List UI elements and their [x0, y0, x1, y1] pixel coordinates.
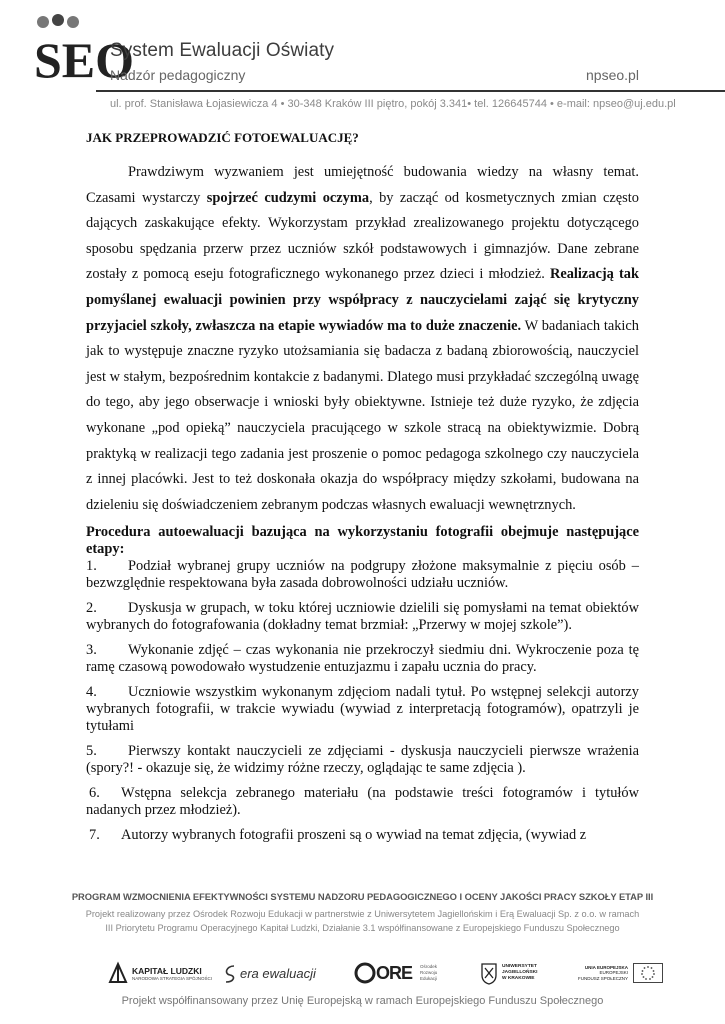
procedure-step	[86, 743, 639, 777]
procedure-step	[86, 558, 639, 592]
document-title: JAK PRZEPROWADZIĆ FOTOEWALUACJĘ?	[86, 130, 359, 145]
uj-line-1: UNIWERSYTET	[502, 964, 537, 969]
intro-text-2: , by zacząć od kosmetycznych zmian często dających zaskakujące efekty. Wykorzystam przykład zrealizowanego projektu dotyczącego sposobu spędzania przerw przez uczniów szkół podstawowych i gimnazjów. Dane zebrane zostały z pomocą eseju fotograficznego wykonanego przez dzieci i młodzież.	[86, 189, 639, 283]
eu-sub-1: EUROPEJSKI	[599, 970, 629, 976]
kapital-ludzki-icon	[108, 962, 128, 984]
ore-side-2: Rozwoju	[420, 970, 438, 975]
step-text: Wstępna selekcja zebranego materiału (na podstawie treści fotogramów i tytułów nadanych przez młodzież).	[86, 785, 639, 819]
intro-text-1: Prawdziwym wyzwaniem jest umiejętność budowania wiedzy na własny temat. Czasami wystarczy	[86, 164, 639, 206]
era-text: era ewaluacji	[240, 965, 316, 981]
step-text: Dyskusja w grupach, w toku której uczniowie dzielili się pomysłami na temat obiektów wybranych do fotografowania (dokładny temat brzmiał: „Przerwy w mojej szkole”).	[86, 600, 639, 634]
step-number: 5.	[86, 743, 97, 760]
step-number: 7.	[89, 827, 100, 844]
era-ewaluacji-logo	[222, 958, 316, 988]
footer-program-title: PROGRAM WZMOCNIENIA EFEKTYWNOŚCI SYSTEMU NADZORU PEDAGOGICZNEGO I OCENY JAKOŚCI PRACY SZKOŁY ETAP III	[71, 891, 654, 902]
procedure-step	[86, 684, 639, 735]
uj-line-2: JAGIELLOŃSKI	[502, 970, 538, 975]
ore-side-1: Ośrodek	[420, 964, 438, 969]
seo-logo	[33, 14, 135, 88]
procedure-step	[86, 785, 639, 819]
era-swirl-icon	[222, 962, 238, 984]
step-number: 6.	[89, 785, 100, 802]
intro-bold-1: spojrzeć cudzymi oczyma	[206, 189, 370, 206]
step-text: Uczniowie wszystkim wykonanym zdjęciom nadali tytuł. Po wstępnej selekcji autorzy wybranych fotografii, w trakcie wywiadu (wywiad z interpretacją fotogramów), opatrzyli je tytułami	[86, 684, 639, 735]
intro-bold-2: Realizacją tak pomyślanej ewaluacji powinien przy współpracy z nauczycielami zająć się krytyczny przyjaciel szkoły, zwłaszcza na etapie wywiadów ma to duże znaczenie.	[86, 266, 639, 334]
header-url[interactable]: npseo.pl	[586, 67, 639, 83]
step-number: 1.	[86, 558, 97, 575]
procedure-step	[86, 827, 639, 844]
header-subtitle: Nadzór pedagogiczny	[110, 67, 246, 83]
footer-cofinanced: Projekt współfinansowany przez Unię Europejską w ramach Europejskiego Funduszu Społecznego	[121, 995, 604, 1007]
uj-line-3: W KRAKOWIE	[502, 976, 535, 981]
header-divider	[96, 90, 725, 92]
kl-title: KAPITAŁ LUDZKI	[132, 965, 202, 976]
header-address: ul. prof. Stanisława Łojasiewicza 4 • 30-348 Kraków III piętro, pokój 3.341• tel. 126645744 • e-mail: npseo@uj.edu.pl	[110, 98, 676, 110]
step-number: 2.	[86, 600, 97, 617]
eu-title: UNIA EUROPEJSKA	[584, 964, 629, 970]
step-text: Autorzy wybranych fotografii proszeni są o wywiad na temat zdjęcia, (wywiad z	[121, 827, 587, 844]
kapital-ludzki-logo	[108, 958, 212, 988]
procedure-step	[86, 600, 639, 634]
step-number: 4.	[86, 684, 97, 701]
eu-sub-2: FUNDUSZ SPOŁECZNY	[578, 975, 629, 981]
kl-subtitle: NARODOWA STRATEGIA SPÓJNOŚCI	[132, 975, 213, 981]
uj-crest-icon	[480, 961, 498, 985]
eu-flag-icon	[633, 963, 663, 983]
header-title: System Ewaluacji Oświaty	[110, 40, 335, 61]
document-body	[86, 130, 639, 852]
footer-project-line: Projekt realizowany przez Ośrodek Rozwoju Edukacji w partnerstwie z Uniwersytetem Jagiellońskim i Erą Ewaluacji Sp. z o.o. w ramach	[85, 909, 640, 919]
footer-priority-line: III Priorytetu Programu Operacyjnego Kapitał Ludzki, Działanie 3.1 współfinansowane z Europejskiego Funduszu Społecznego	[105, 923, 620, 933]
ore-circle-icon	[354, 962, 376, 984]
step-number: 3.	[86, 642, 97, 659]
intro-paragraph	[86, 160, 639, 518]
ore-logo	[354, 958, 437, 988]
ore-side-3: Edukacji	[420, 976, 438, 981]
logo-text: SEO	[34, 32, 135, 88]
ore-text: ORE	[376, 962, 413, 983]
procedure-heading: Procedura autoewaluacji bazująca na wykorzystaniu fotografii obejmuje następujące etapy:	[86, 524, 639, 558]
uj-logo	[480, 958, 537, 988]
step-text: Pierwszy kontakt nauczycieli ze zdjęciami - dyskusja nauczycieli pierwsze wrażenia (spory?! - okazuje się, że widzimy różne rzeczy, oglądając te same zdjęcia ).	[86, 743, 639, 777]
eu-logo	[578, 958, 663, 988]
step-text: Wykonanie zdjęć – czas wykonania nie przekroczył siedmiu dni. Wykroczenie poza tę ramę czasową powodowało wystudzenie entuzjazmu i zapału ucznia do pracy.	[86, 642, 639, 676]
step-text: Podział wybranej grupy uczniów na podgrupy złożone maksymalnie z pięciu osób – bezwzględnie respektowana była zasada dobrowolności udziału uczniów.	[86, 558, 639, 592]
procedure-step	[86, 642, 639, 676]
intro-text-3: W badaniach takich jak to występuje znaczne ryzyko utożsamiania się badacza z badaną zbiorowością, nauczyciel jest w stałym, bezpośrednim kontakcie z badanymi. Dlatego musi przykładać szczególną uwagę do tego, aby jego obserwacje i wnioski były obiektywne. Istnieje też duże ryzyko, że zdjęcia wykonane „pod opieką” nauczyciela pracującego w szkole stracą na obiektywizmie. Dobrą praktyką w realizacji tego zadania jest proszenie o pomoc pedagoga szkolnego czy nauczyciela z innej placówki. Jest to też doskonała okazja do współpracy między szkołami, budowana na dzieleniu się doświadczeniem zebranym podczas własnych ewaluacji wewnętrznych.	[86, 317, 639, 513]
